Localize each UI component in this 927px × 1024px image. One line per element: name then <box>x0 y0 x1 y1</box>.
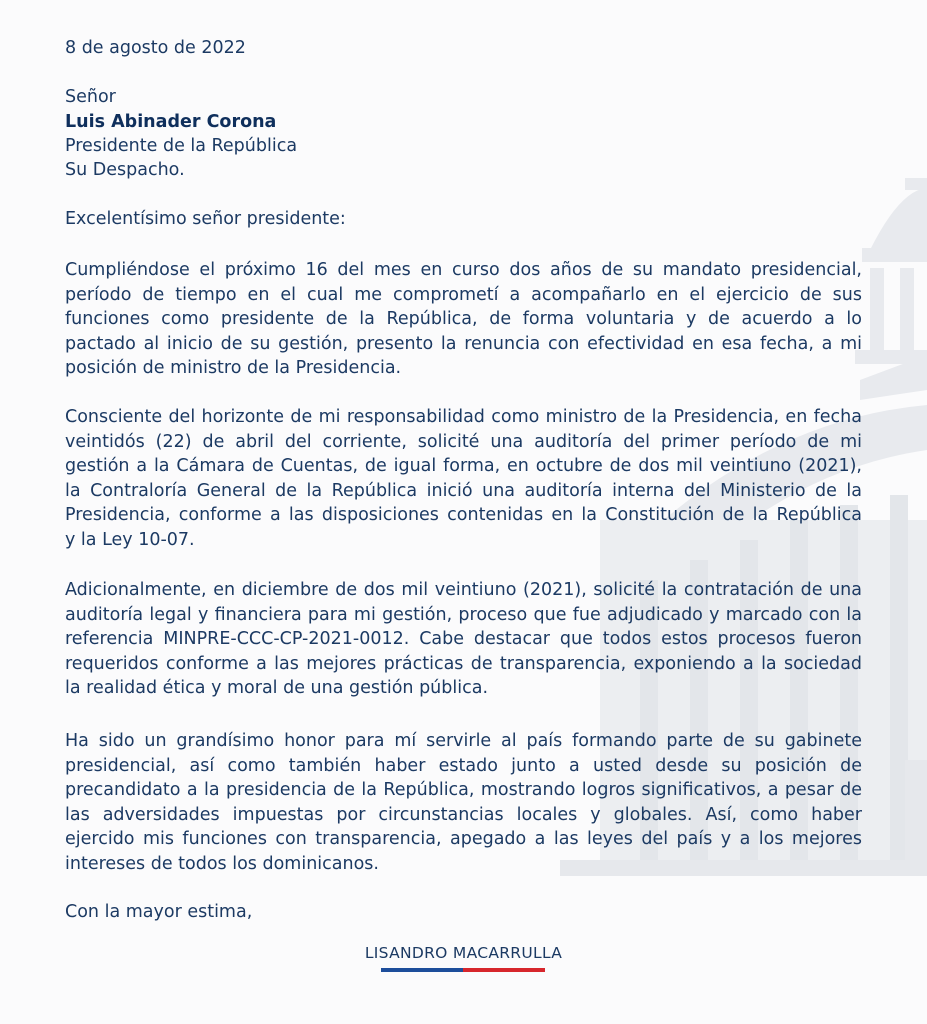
recipient-office: Su Despacho. <box>65 160 185 180</box>
paragraph-line: la realidad ética y moral de una gestión pública. <box>65 678 489 698</box>
letter-date: 8 de agosto de 2022 <box>65 38 246 58</box>
paragraph-line: Presidencia, conforme a las disposiciones contenidas en la Constitución de la República <box>65 505 862 525</box>
paragraph-3 <box>65 578 862 701</box>
paragraph-line: veintidós (22) de abril del corriente, solicité una auditoría del primer período de mi <box>65 431 862 452</box>
flag-underline <box>381 968 545 972</box>
closing-line: Con la mayor estima, <box>65 902 253 922</box>
paragraph-line: Adicionalmente, en diciembre de dos mil veintiuno (2021), solicité la contratación de una <box>65 580 862 600</box>
paragraph-1 <box>65 258 862 381</box>
paragraph-line: pactado al inicio de su gestión, presento la renuncia con efectividad en esa fecha, a mi <box>65 333 862 354</box>
paragraph-line: intereses de todos los dominicanos. <box>65 853 379 874</box>
paragraph-line: Cumpliéndose el próximo 16 del mes en curso dos años de su mandato presidencial, <box>65 260 862 280</box>
paragraph-line: gestión a la Cámara de Cuentas, de igual forma, en octubre de dos mil veintiuno (2021), <box>65 456 862 476</box>
flag-blue-bar <box>381 968 463 972</box>
recipient-honorific: Señor <box>65 87 116 107</box>
paragraph-line: posición de ministro de la Presidencia. <box>65 358 402 378</box>
paragraph-line: período de tiempo en el cual me comprometí a acompañarlo en el ejercicio de sus <box>65 284 862 305</box>
paragraph-line: requeridos conforme a las mejores prácticas de transparencia, exponiendo a la sociedad <box>65 653 862 674</box>
paragraph-2 <box>65 405 862 552</box>
paragraph-line: Ha sido un grandísimo honor para mí servirle al país formando parte de su gabinete <box>65 731 862 751</box>
paragraph-line: auditoría legal y financiera para mi gestión, proceso que fue adjudicado y marcado con la <box>65 604 862 625</box>
paragraph-4 <box>65 729 862 876</box>
signature-name: LISANDRO MACARRULLA <box>364 944 563 962</box>
paragraph-line: ejercido mis funciones con transparencia, apegado a las leyes del país y a los mejores <box>65 829 862 849</box>
paragraph-line: funciones como presidente de la República, de forma voluntaria y de acuerdo a lo <box>65 309 862 329</box>
recipient-title: Presidente de la República <box>65 136 298 156</box>
paragraph-line: Consciente del horizonte de mi responsabilidad como ministro de la Presidencia, en fecha <box>65 407 862 427</box>
paragraph-line: presidencial, así como también haber estado junto a usted desde su posición de <box>65 755 862 776</box>
flag-red-bar <box>463 968 545 972</box>
paragraph-line: precandidato a la presidencia de la República, mostrando logros significativos, a pesar de <box>65 780 862 800</box>
paragraph-line: referencia MINPRE-CCC-CP-2021-0012. Cabe destacar que todos estos procesos fueron <box>65 629 862 649</box>
paragraph-line: las adversidades impuestas por circunstancias locales y globales. Así, como haber <box>65 804 862 825</box>
recipient-name: Luis Abinader Corona <box>65 112 277 132</box>
paragraph-line: la Contraloría General de la República inició una auditoría interna del Ministerio de la <box>65 480 862 501</box>
salutation: Excelentísimo señor presidente: <box>65 209 346 229</box>
paragraph-line: y la Ley 10-07. <box>65 529 195 550</box>
signature-block <box>0 943 927 962</box>
